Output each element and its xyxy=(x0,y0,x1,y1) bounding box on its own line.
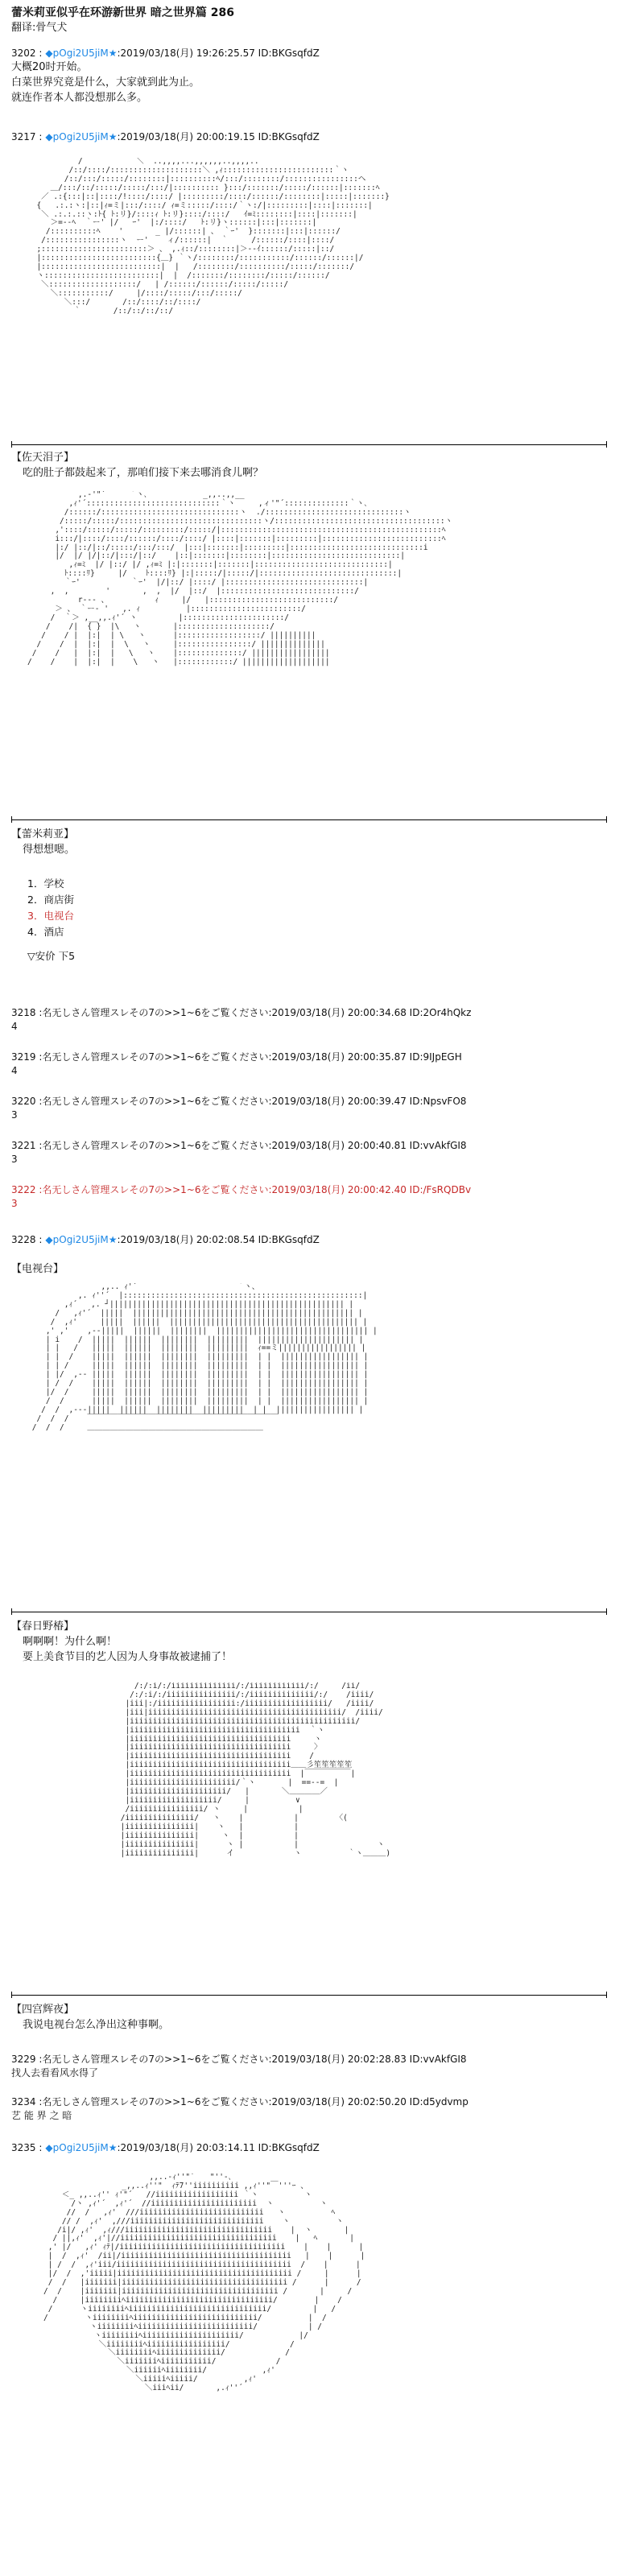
post-3202 xyxy=(11,47,631,106)
vote-value: 4 xyxy=(11,1064,18,1076)
dialog-shinomiya xyxy=(11,2003,631,2033)
ascii-art-scene-5: ,,..-ｨ''"´￣￣"''-､ _,,..ｨ''" ｨﾃ7''iiiiiiiiii ,,ｨ''"￣'''ｰ 、 ＜_ ,,..ｨ'' ｨ'"´ //iiiiiiiiiiiiiiiiii ｀ヽ ヽ /ヽ ,ｨ'´ ,ｨ'´ //iiiiiiiiiiiiiiiiiiiiiii ヽ ヽ // / ,ｨ' ///iiiiiiiiiiiiiiiiiiiiiiiiiii ヽ ﾍ // / ,ｨ' ,///iiiiiiiiiiiiiiiiiiiiiiiiiiiii ヽ ヽ /i|/ ,ｨ' ,ｨ///iiiiiiiiiiiiiiiiiiiiiiiiiiiiiiii | ヽ | / ||,ｨ' ,ｨ'|//iiiiiiiiiiiiiiiiiiiiiiiiiiiiiiiiii | ﾍ | ,' |/ ,ｨ' ｨﾃ|/iiiiiiiiiiiiiiiiiiiiiiiiiiiiiiiiiiii | | | | / ,ｨ' /ii|/iiiiiiiiiiiiiiiiiiiiiiiiiiiiiiiiiiiii | | | | / / ,ｨ'iii/iiiiiiiiiiiiiiiiiiiiiiiiiiiiiiiiiiiiii / | | |/ / ,'iiiii|iiiiiiiiiiiiiiiiiiiiiiiiiiiiiiiiiiiiii / | | / / |iiiiiii|iiiiiiiiiiiiiiiiiiiiiiiiiiiiiiiiiiii / | / / / |iiiiiii|iiiiiiiiiiiiiiiiiiiiiiiiiiiiiiiiii / | / / |iiiiiiiiﾍiiiiiiiiiiiiiiiiiiiiiiiiiiiiiiii/ | / / ヽiiiiiiiiﾍiiiiiiiiiiiiiiiiiiiiiiiiiiiiii/ | / / ヽiiiiiiiiﾍiiiiiiiiiiiiiiiiiiiiiiiiiii/ | / ヽiiiiiiiiﾍiiiiiiiiiiiiiiiiiiiiiiiii/ | / ヽiiiiiiiiﾍiiiiiiiiiiiiiiiiiiiii/ |/ ＼iiiiiiiiﾍiiiiiiiiiiiiiiiii/ / ＼iiiiiiiiﾍiiiiiiiiiiiiii/ / ＼iiiiiiiﾍiiiiiiiiiii/ / ＼iiiiiiﾍiiiiiiii/ ,ｨ' ＼iiiiiﾍiiiii/ ,ｨ' ＼iiiﾍii/ ,.ｨ''´ xyxy=(43,2174,365,2393)
dialog-kasuga xyxy=(11,1620,631,1666)
vote-value: 4 xyxy=(11,1020,18,1032)
scene-label: 【电视台】 xyxy=(11,1263,64,1275)
vote-3221 xyxy=(11,1139,631,1166)
choice-item: 4．酒店 xyxy=(27,926,64,938)
vote-3234 xyxy=(11,2095,631,2123)
choice-item: 1．学校 xyxy=(27,877,64,890)
star-icon: ★ xyxy=(108,2142,118,2153)
vote-3222 xyxy=(11,1183,631,1211)
divider xyxy=(11,819,607,820)
choice-item: 2．商店街 xyxy=(27,894,74,906)
post-header xyxy=(11,2141,631,2155)
vote-value: 3 xyxy=(11,1153,18,1165)
post-meta: :名无しさん管理スレその7の>>1~6をご覧ください:2019/03/18(月) 20:02:28.83 ID:vvAkfGI8 xyxy=(39,2054,467,2065)
post-3217 xyxy=(11,130,631,144)
post-line: 就连作者本人都没想那么多。 xyxy=(11,92,148,105)
star-icon: ★ xyxy=(108,1234,118,1245)
dialog-remilia xyxy=(11,828,631,858)
vote-value: 3 xyxy=(11,1108,18,1121)
speaker-name: 【四宫辉夜】 xyxy=(11,2004,75,2016)
post-number: 3228 : xyxy=(11,1234,43,1245)
dialog-line: 要上美食节目的艺人因为人身事故被逮捕了！ xyxy=(23,1650,233,1663)
post-3228 xyxy=(11,1233,631,1247)
ascii-art-scene-4: /:/:i/:/iiiiiiiiiiiiii/:/iiiiiiiiiiii/:/ /ii/ /:/:i/:/iiiiiiiiiiiiiii/:/iiiiiiiiiiiiii/:/ /iiii/ |iii|:/iiiiiiiiiiiiiiiii:/iiiiiiiiiiiiiiiiii/ /iiii/ |iii|iiiiiiiiiiiiiiiiiiiiiiiiiiiiiiiiiiiiiiiiii/ /iiii/ |iiiiiiiiiiiiiiiiiiiiiiiiiiiiiiiiiiiiiiiiiiiiiiiii/ |iiiiiiiiiiiiiiiiiiiiiiiiiiiiiiiiiiiii ｀ヽ |iiiiiiiiiiiiiiiiiiiiiiiiiiiiiiiiiii ヽ |iiiiiiiiiiiiiiiiiiiiiiiiiiiiiiiiiii 〉 |iiiiiiiiiiiiiiiiiiiiiiiiiiiiiiiiiii / |iiiiiiiiiiiiiiiiiiiiiiiiiiiiiiiiiii＿＿彡笙笙笙笙笙 |iiiiiiiiiiiiiiiiiiiiiiiiiiiiiiiiiii |￣￣￣￣￣￣| |iiiiiiiiiiiiiiiiiiiiiii/｀ヽ | ==--= | |iiiiiiiiiiiiiiiiiiiii/ | ＼＿＿＿＿／ |iiiiiiiiiiiiiiiiiii/ | ∨ /iiiiiiiiiiiiiiii/ ヽ | | /iiiiiiiiiiiiiii/ ヽ | | 〈( |iiiiiiiiiiiiiii| ヽ | | |iiiiiiiiiiiiiii| ヽ | | |iiiiiiiiiiiiiii| ヽ | | ヽ |iiiiiiiiiiiiiii| イ ヽ ｀ヽ＿＿＿) xyxy=(120,1682,391,1858)
ascii-art-scene-1: /￣￣￣￣￣￣￣＼ ..,,,,...,,,,,,..,,,,.. /::/::::/::::::::::::::::::::＼ ,ｨ::::::::::::::::::::::::｀ヽ /::/:::/:::::/::::::::|::::::::::ﾍ/:::/::::::::/::::::::::::::::ヘ ＿/:::/::/:::::/:::::/:::/|:::::::::: }:::/:::::::/:::::/::::::|:::::::ﾍ ／ .:{:::|::|::::/!::::/::::/ |:::::::::/::::/::::::/::::::::|:::::|:::::::} { .:.:ヽ:|::|ｨ=ミ|:::/::::/ ｨ=ミ:::::/::::/｀ヽ:/|:::::::::|::::|:::::::| ＼ .:.:.::ヽ:ﾄ{ ﾄ:リ}/::::ｨ ﾄ:リ}::::/::::/ ｲ=ﾐ::::::::|::::|:::::::| ＞=‐-ﾍ ｀ー' |/ ｰ' |:/::::/ ﾄ:リ}ヽ::::::|:::|:::::::| /::::::::::ﾍ ' _ |/::::::| 、 ｀ｰ' }:::::::|:::|::::::/ /::::::::::::::::ヽ ー' ィ/::::::| ｀ /::::::/::::|::::/ ;:::::::::::::::::::::::＞ 、 ,.ｨ::/::::::::|＞‐‐ｲ::::::/:::::|::/ |:::::::::::::::::::::::::{＿} ｀ヽ/::::::::/:::::::::::/::::::/::::::|/ |::::::::::::::::::::::::::| | /::::::::/::::::::::/:::::/:::::::/ ヽ:::::::::::::::::::::::::| | /:::::::/::::::::/:::::/::::::/ ＼:::::::::::::::::::/ | /::::::/::::::/:::::/:::::/ ＼:::::::::::/ |/::::/:::::/:::/:::::/ ＼:::/ /::/::::/::/::::/ ｀ /::/::/::/::/ xyxy=(36,158,390,316)
divider-cap xyxy=(11,816,12,823)
translator-credit: 翻译:骨气犬 xyxy=(11,22,68,34)
post-meta: :名无しさん管理スレその7の>>1~6をご覧ください:2019/03/18(月) 20:02:50.20 ID:d5ydvmp xyxy=(39,2096,469,2107)
post-number: 3218 xyxy=(11,1007,36,1018)
divider-cap xyxy=(606,1608,607,1615)
divider xyxy=(11,444,607,445)
post-meta: :名无しさん管理スレその7の>>1~6をご覧ください:2019/03/18(月) 20:00:40.81 ID:vvAkfGI8 xyxy=(39,1140,467,1151)
dialog-line: 我说电视台怎么净出这种事啊。 xyxy=(23,2018,170,2031)
divider-cap xyxy=(606,1992,607,1998)
vote-value: 3 xyxy=(11,1197,18,1209)
post-line: 大概20时开始。 xyxy=(11,61,88,74)
reply-text: 找人去看看风水得了 xyxy=(11,2066,99,2079)
page-title: 蕾米莉亚似乎在环游新世界 暗之世界篇 286 xyxy=(11,6,234,19)
post-header xyxy=(11,1233,631,1247)
vote-3218 xyxy=(11,1006,631,1034)
vote-3220 xyxy=(11,1095,631,1122)
star-icon: ★ xyxy=(108,131,118,142)
star-icon: ★ xyxy=(108,47,118,59)
post-number: 3202 : xyxy=(11,47,43,59)
post-number: 3220 xyxy=(11,1096,36,1107)
post-number: 3229 xyxy=(11,2054,36,2065)
divider-cap xyxy=(11,1608,12,1615)
divider-cap xyxy=(11,1992,12,1998)
post-author[interactable]: ◆pOgi2U5jiM xyxy=(45,2142,109,2153)
post-meta: :名无しさん管理スレその7の>>1~6をご覧ください:2019/03/18(月) 20:00:42.40 ID:/FsRQDBv xyxy=(39,1184,472,1195)
vote-3219 xyxy=(11,1051,631,1078)
dialog-sakuya xyxy=(11,451,631,481)
speaker-name: 【佐天泪子】 xyxy=(11,452,75,464)
post-meta: :2019/03/18(月) 20:00:19.15 ID:BKGsqfdZ xyxy=(117,131,320,142)
post-author[interactable]: ◆pOgi2U5jiM xyxy=(45,1234,109,1245)
post-header xyxy=(11,130,631,144)
post-number: 3221 xyxy=(11,1140,36,1151)
post-meta: :名无しさん管理スレその7の>>1~6をご覧ください:2019/03/18(月) 20:00:34.68 ID:2Or4hQkz xyxy=(39,1007,472,1018)
post-number: 3219 xyxy=(11,1051,36,1063)
post-meta: :2019/03/18(月) 20:02:08.54 ID:BKGsqfdZ xyxy=(117,1234,320,1245)
post-meta: :2019/03/18(月) 20:03:14.11 ID:BKGsqfdZ xyxy=(117,2142,320,2153)
ascii-art-scene-3: ,,.. ｨ'´￣￣￣￣￣￣￣￣￣￣￣￣￣｀ヽ、 ,. ｨ''´ |::::::::::::::::::::::::::::::::::::::::::::::::::::| ,ｨ´ ,. ┘||||||||||||||||||||||||||||||||||||||||||||||||||| | / ,ｨ'´ ||||| |||||||||||||||||||||||||||||||||||||||||||||||| | / ,ｨ' ||||| |||||| ||||||||||||||||||||||||||||||||||||||||| | ,' ,' ,-‐||||| |||||| |||||||| ||||||||||||||||||||||||||||||||| | | i / ||||| |||||| |||||||| ||||||||| ||||||||||||||||||||| | | | / ||||| |||||| |||||||| ||||||||| ｨ==ミ||||||||||||||||| | | | / ||||| |||||| |||||||| ||||||||| | | ||||||||||||||||| | | | / ||||| |||||| |||||||| ||||||||| | | ||||||||||||||||| | | |/ ,-‐ ||||| |||||| |||||||| ||||||||| | | ||||||||||||||||| | | / / ||||| |||||| |||||||| ||||||||| | | ||||||||||||||||| | |/ / ||||| |||||| |||||||| ||||||||| | | ||||||||||||||||| | / / ||||| |||||| |||||||| ||||||||| | | ||||||||||||||||| | / / ,-‐‐||||| |||||| |||||||| ||||||||| | | ||||||||||||||||| | / / / ￣￣￣￣￣￣￣￣￣￣￣￣￣￣￣￣￣￣￣￣￣￣￣￣￣ / / / ＿＿＿＿＿＿＿＿＿＿＿＿＿＿＿＿＿＿＿＿＿＿＿ xyxy=(31,1283,378,1432)
post-number: 3217 : xyxy=(11,131,43,142)
dialog-line: 啊啊啊！为什么啊！ xyxy=(23,1635,118,1648)
post-line: 白菜世界究竟是什么，大家就到此为止。 xyxy=(11,76,200,89)
post-meta: :名无しさん管理スレその7の>>1~6をご覧ください:2019/03/18(月) 20:00:35.87 ID:9IJpEGH xyxy=(39,1051,462,1063)
post-header xyxy=(11,47,631,60)
speaker-name: 【蕾米莉亚】 xyxy=(11,828,75,840)
choice-item-selected: 3．电视台 xyxy=(27,910,74,922)
divider-cap xyxy=(606,816,607,823)
reply-text: 艺 能 界 之 暗 xyxy=(11,2109,72,2121)
speaker-name: 【春日野椿】 xyxy=(11,1620,75,1633)
post-number: 3235 : xyxy=(11,2142,43,2153)
post-author[interactable]: ◆pOgi2U5jiM xyxy=(45,131,109,142)
post-number: 3234 xyxy=(11,2096,36,2107)
post-3235 xyxy=(11,2141,631,2155)
divider-cap xyxy=(11,441,12,448)
post-author[interactable]: ◆pOgi2U5jiM xyxy=(45,47,109,59)
dialog-line: 吃的肚子都鼓起来了，那咱们接下来去哪消食儿啊？ xyxy=(23,466,264,479)
divider xyxy=(11,1995,607,1996)
vote-instruction: ▽安价 下5 xyxy=(27,950,76,962)
post-number: 3222 xyxy=(11,1184,36,1195)
post-meta: :2019/03/18(月) 19:26:25.57 ID:BKGsqfdZ xyxy=(117,47,320,59)
choice-list xyxy=(27,876,644,964)
post-meta: :名无しさん管理スレその7の>>1~6をご覧ください:2019/03/18(月) 20:00:39.47 ID:NpsvFO8 xyxy=(39,1096,467,1107)
dialog-line: 得想想嗯。 xyxy=(23,843,76,856)
divider-cap xyxy=(606,441,607,448)
ascii-art-scene-2: ,.-'"´￣￣￣｀ヽ､ _,,..,,__ ,ｨ'´:::::::::::::::::::::::::::::｀ヽ ,ィ'"´::::::::::::::｀ヽ､ /::::::/::::::::::::::::::::::::::::::ヽ ./::::::::::::::::::::::::::::::ヽ /:::::/:::::/:::::::::::::::::::::::::::::::ヽ/:::::::::::::::::::::::::::::::::::::ヽ ,'::::/:::::/:::::/:::::::::/:::::/|::::::::::::::::::::::::::::::::::::::::::::::::ﾍ i:::/|::::/::::/::::::/::::/::::/ |::::|:::::::|:::::::::|::::::::::::::::::::::::::ﾍ |:/ |::/|::/:::::/:::/:::/ |:::|:::::::|:::::::::|:::::::::::::::::::::::::::::i |/ |/ |/|::/|:::/|::/ |::|:::::::|::::::::|::::::::::::::::::::::::::::| ,ｨ=ﾐ |/ |::/ |/ ,ｨ=ﾐ |:|:::::::|:::::::|:::::::::::::::::::::::::::::| ﾄ::::ﾘ} |/ ﾄ::::ﾘ} |:|:::::/|:::::/|::::::::::::::::::::::::::::::| ｀ｰ' ｀ｰ' |/|::/ |::::/ |::::::::::::::::::::::::::::::| , , ' , , |/ |::/ |:::::::::::::::::::::::::::::/ r‐-- 、 ｨ |/ |:::::::::::::::::::::::::::/ ＞ 、 ｀ー- ' ,. ｨ |::::::::::::::::::::::::/ / ｀＞ ,__,,.ｨ'´ ヽ |::::::::::::::::::::::/ / /| { } |\ ヽ |::::::::::::::::::::/ / / | |:| | \ ヽ |::::::::::::::::::/ |||||||||| / / | |:| | \ ヽ |::::::::::::::::/ |||||||||||||| / / | |:| | \ ヽ |::::::::::::::/ ||||||||||||||||| / / | |:| | \ ヽ |::::::::::::/ ||||||||||||||||||| xyxy=(27,491,453,667)
vote-3229 xyxy=(11,2053,631,2080)
